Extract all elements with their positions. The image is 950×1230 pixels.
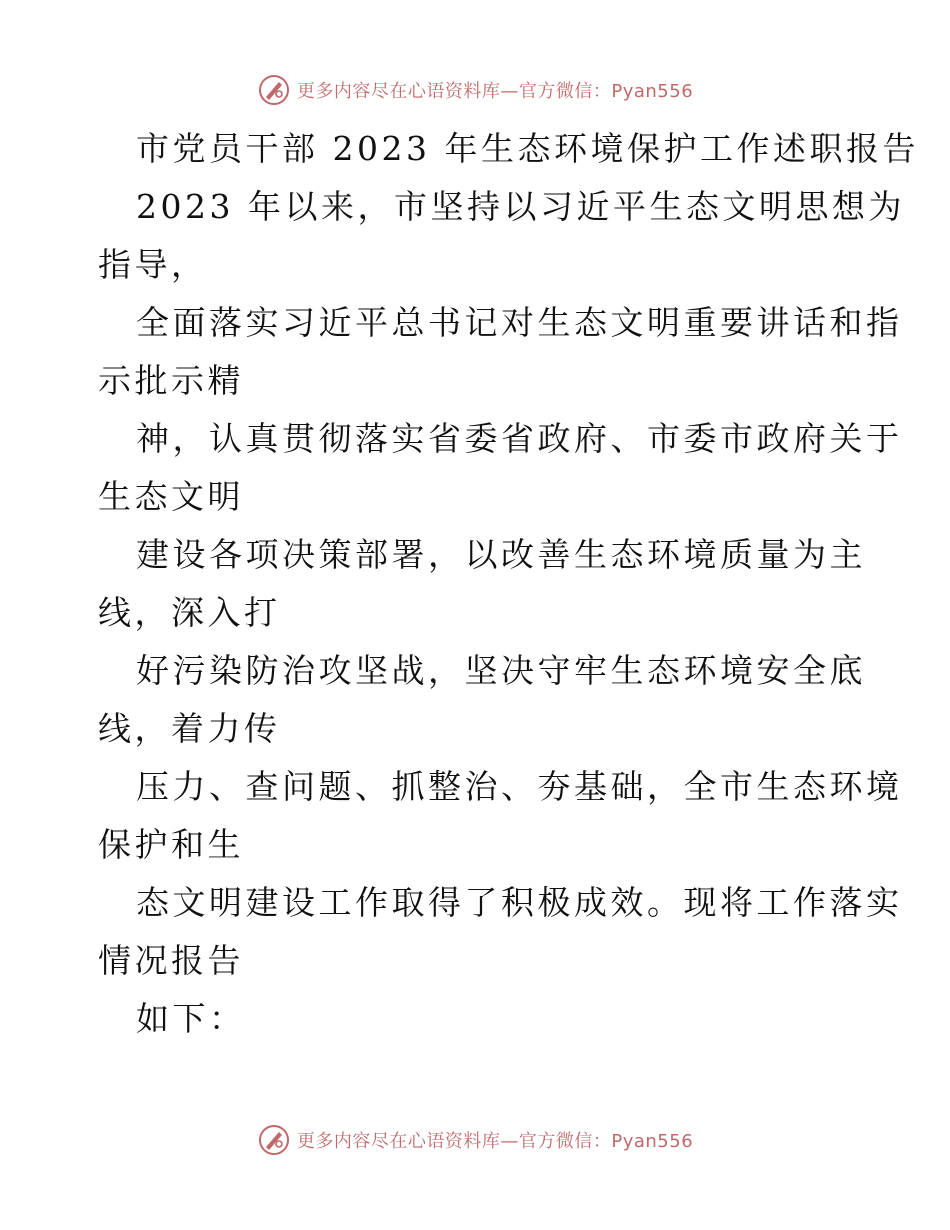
header-watermark	[0, 70, 950, 110]
paragraph-line: 保护和生	[98, 825, 244, 864]
document-body	[98, 120, 919, 1048]
paragraph-line: 生态文明	[98, 477, 244, 516]
paragraph-line: 示批示精	[98, 361, 244, 400]
paragraph-line: 2023 年以来，市坚持以习近平生态文明思想为	[136, 187, 905, 226]
footer-watermark-group	[257, 1123, 693, 1157]
document-title: 市党员干部 2023 年生态环境保护工作述职报告	[136, 129, 919, 168]
paragraph-line: 全面落实习近平总书记对生态文明重要讲话和指	[136, 303, 903, 342]
header-watermark-group	[257, 73, 693, 107]
paragraph-line: 压力、查问题、抓整治、夯基础，全市生态环境	[136, 767, 903, 806]
watermark-text: 更多内容尽在心语资料库—官方微信：Pyan556	[296, 81, 694, 102]
paragraph-line: 线，着力传	[98, 709, 281, 748]
seal-logo-icon	[257, 1123, 291, 1157]
watermark-text: 更多内容尽在心语资料库—官方微信：Pyan556	[296, 1131, 694, 1152]
paragraph-line: 建设各项决策部署，以改善生态环境质量为主	[136, 535, 866, 574]
footer-watermark	[0, 1120, 950, 1160]
paragraph-line: 态文明建设工作取得了积极成效。现将工作落实	[136, 883, 903, 922]
paragraph-line: 如下：	[136, 999, 246, 1038]
seal-logo-icon	[257, 73, 291, 107]
paragraph-line: 线，深入打	[98, 593, 281, 632]
paragraph-line: 神，认真贯彻落实省委省政府、市委市政府关于	[136, 419, 903, 458]
paragraph-line: 情况报告	[98, 941, 244, 980]
paragraph-line: 指导，	[98, 245, 208, 284]
paragraph-line: 好污染防治攻坚战，坚决守牢生态环境安全底	[136, 651, 866, 690]
